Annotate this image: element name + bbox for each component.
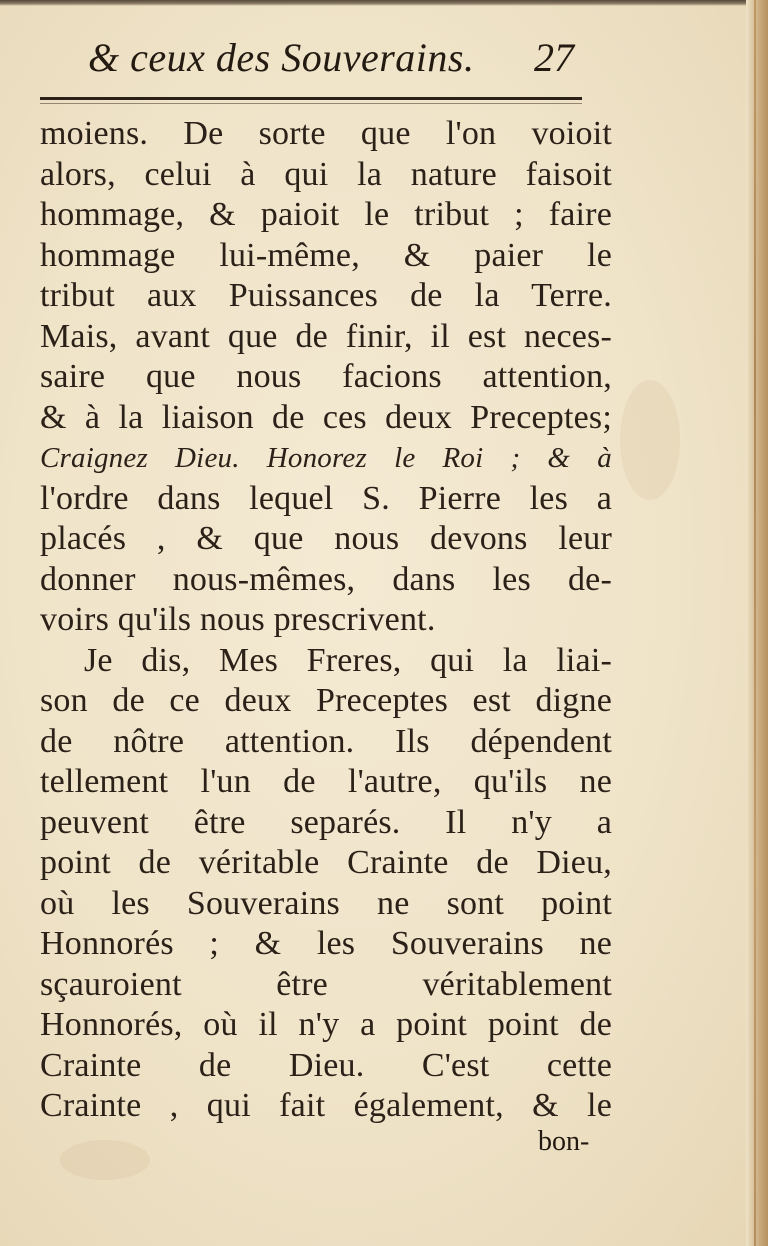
binding-line xyxy=(754,0,756,1246)
text-line: où les Souverains ne sont point xyxy=(40,884,612,922)
header-rule-thin xyxy=(40,103,582,104)
text-line: point de véritable Crainte de Dieu, xyxy=(40,844,612,881)
text-line: Mais, avant que de finir, il est neces- xyxy=(40,317,612,355)
text-line: placés , & que nous devons leur xyxy=(40,520,612,557)
text-line: sçauroient être véritablement xyxy=(40,965,612,1003)
body-text xyxy=(40,114,612,1127)
text-line: tellement l'un de l'autre, qu'ils ne xyxy=(40,763,612,800)
text-line: Crainte de Dieu. C'est cette xyxy=(40,1046,612,1084)
text-line: & à la liaison de ces deux Preceptes; xyxy=(40,398,612,436)
catchword: bon- xyxy=(538,1126,590,1157)
page-gutter xyxy=(746,0,768,1246)
page-header xyxy=(88,34,588,94)
text-line: Crainte , qui fait également, & le xyxy=(40,1087,612,1124)
page-top-edge xyxy=(0,0,768,6)
header-rule xyxy=(40,97,582,100)
text-line: hommage, & paioit le tribut ; faire xyxy=(40,196,612,233)
paper-stain xyxy=(620,380,680,500)
text-line: Honnorés ; & les Souverains ne xyxy=(40,925,612,962)
text-line: voirs qu'ils nous prescrivent. xyxy=(40,601,436,638)
text-line: saire que nous facions attention, xyxy=(40,358,612,395)
paper-stain xyxy=(60,1140,150,1180)
text-line: hommage lui-même, & paier le xyxy=(40,236,612,274)
text-line: donner nous-mêmes, dans les de- xyxy=(40,560,612,598)
running-title: & ceux des Souverains. xyxy=(88,35,475,80)
text-line: peuvent être separés. Il n'y a xyxy=(40,803,612,841)
text-line: tribut aux Puissances de la Terre. xyxy=(40,277,612,314)
text-line: Honnorés, où il n'y a point point de xyxy=(40,1006,612,1043)
text-line: l'ordre dans lequel S. Pierre les a xyxy=(40,479,612,517)
text-line-italic: Craignez Dieu. Honorez le Roi ; & à xyxy=(40,442,612,474)
text-line: moiens. De sorte que l'on voioit xyxy=(40,115,612,152)
text-line: son de ce deux Preceptes est digne xyxy=(40,682,612,719)
text-line: alors, celui à qui la nature faisoit xyxy=(40,155,612,193)
text-line: de nôtre attention. Ils dépendent xyxy=(40,722,612,760)
text-line-paragraph-start: Je dis, Mes Freres, qui la liai- xyxy=(84,641,612,679)
page-number: 27 xyxy=(534,35,574,80)
